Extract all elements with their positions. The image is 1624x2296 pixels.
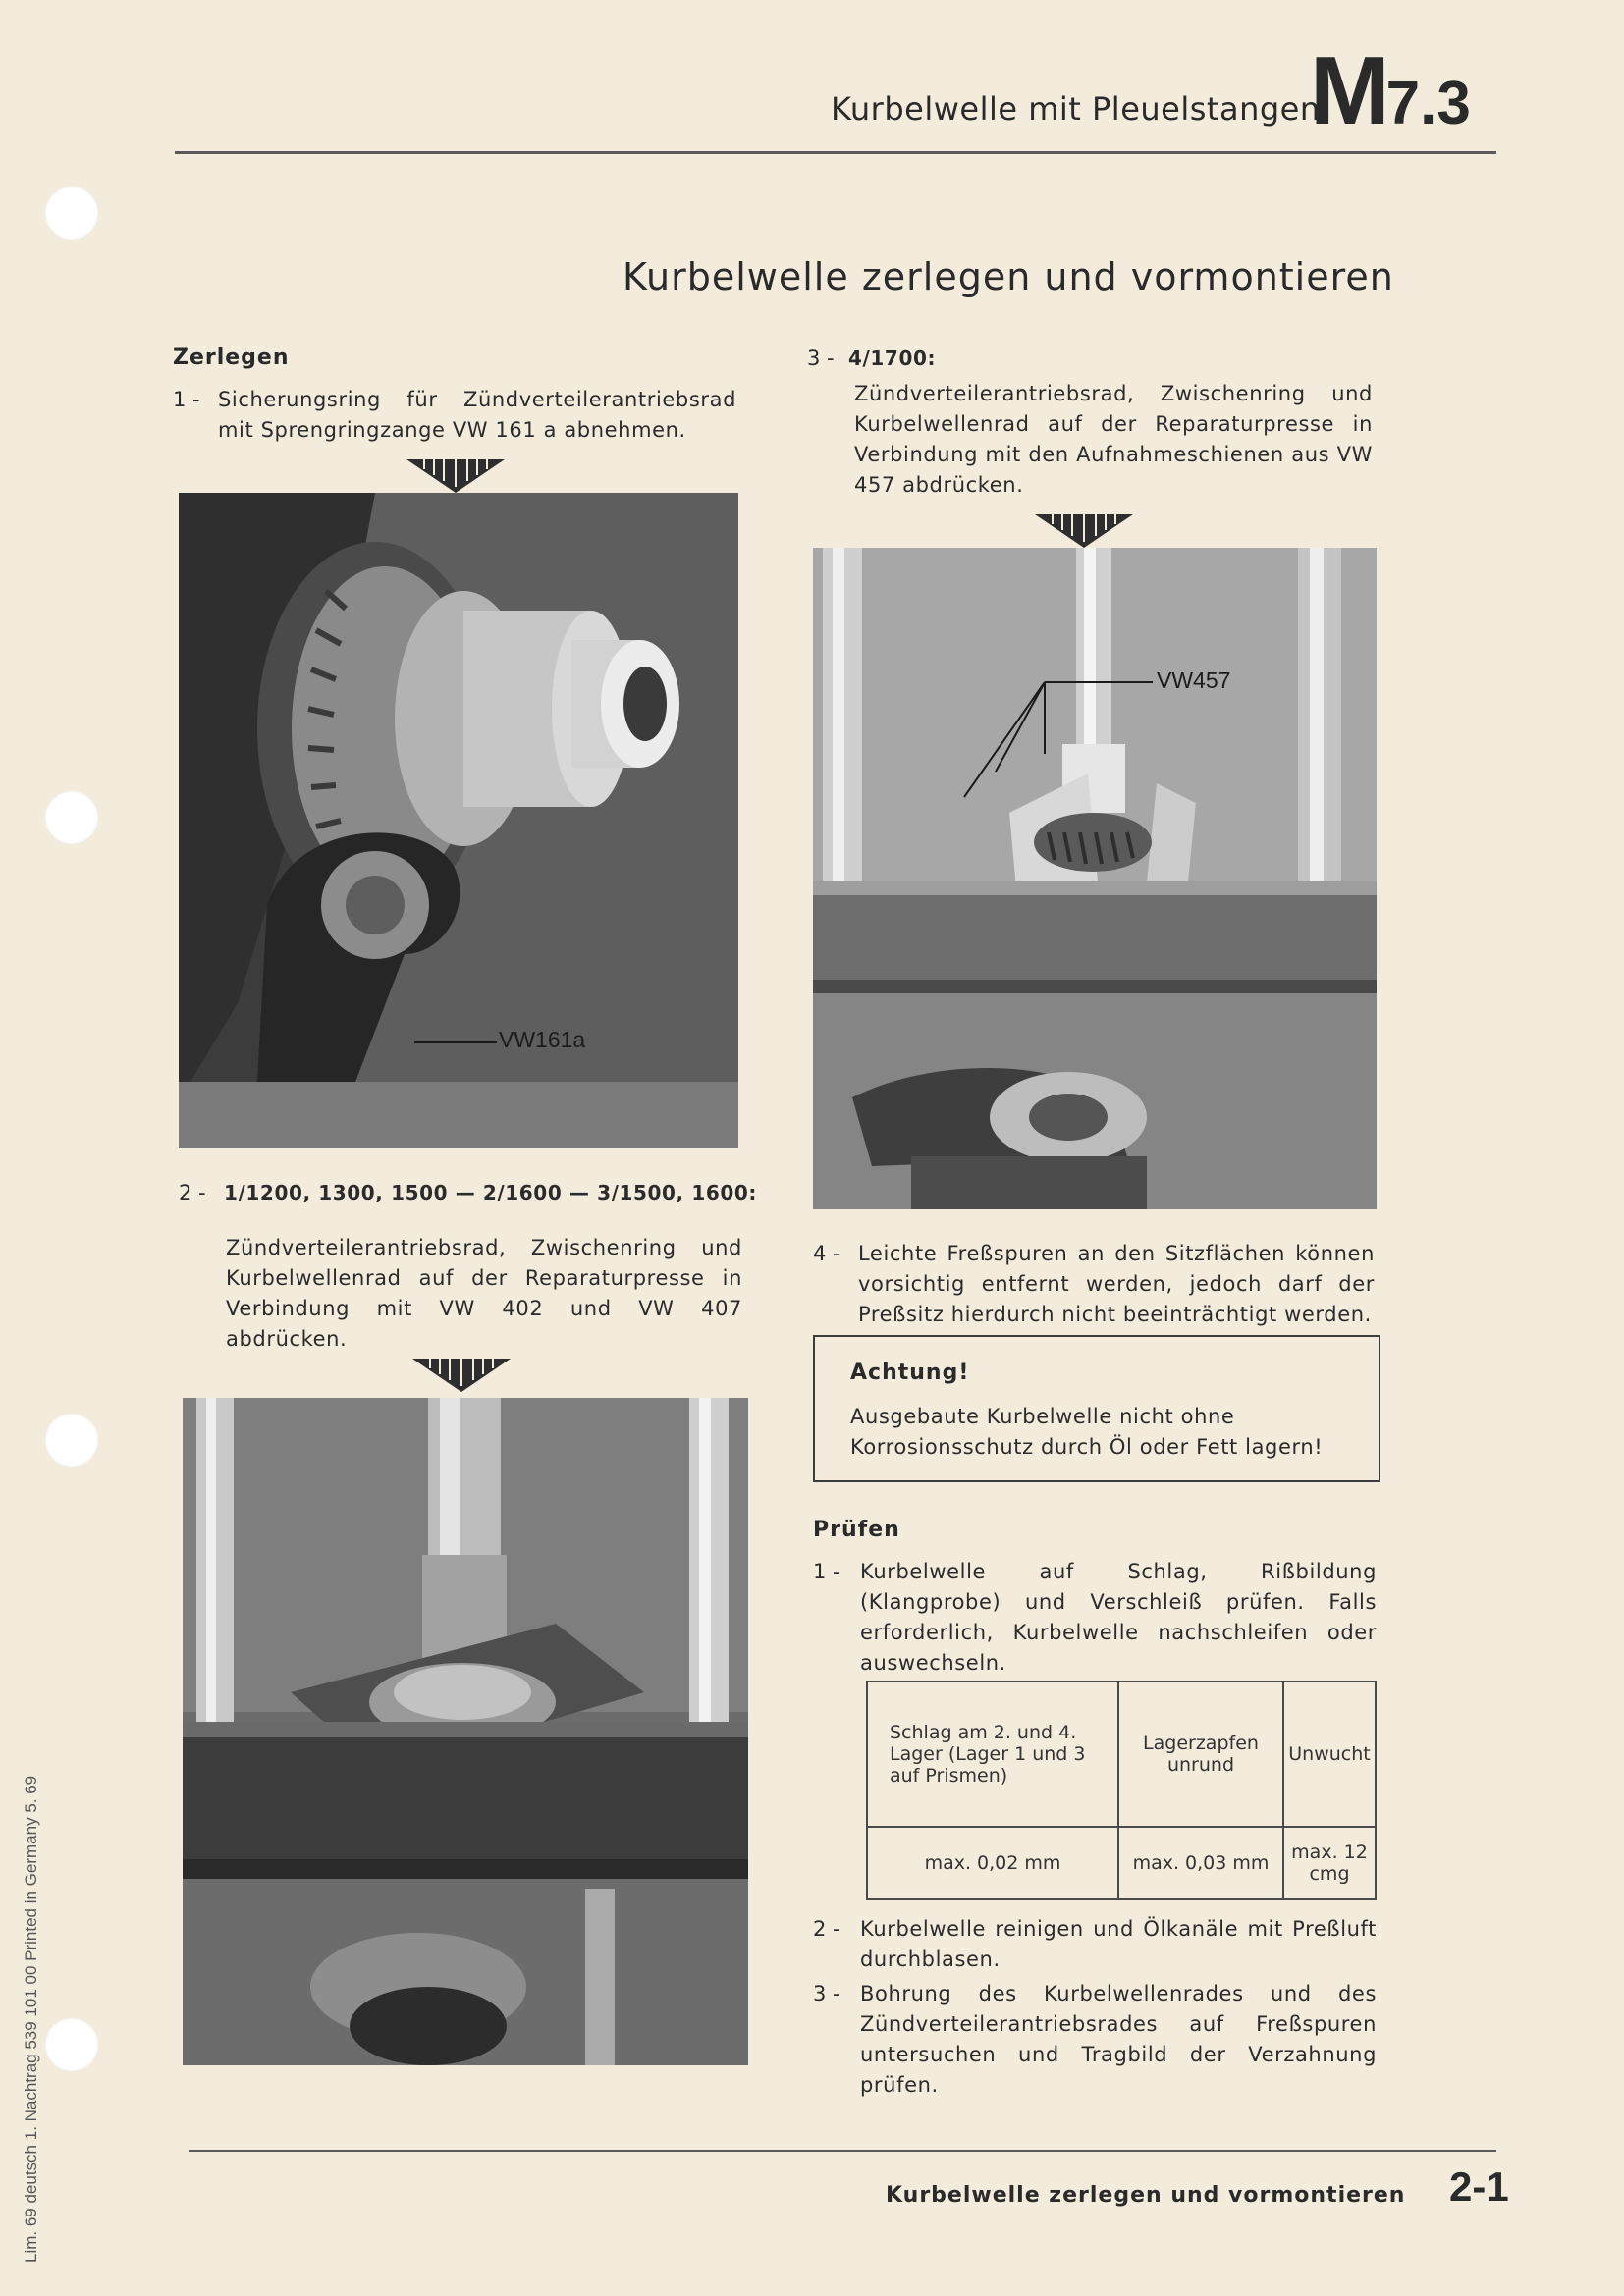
inspection-step1-text: Kurbelwelle auf Schlag, Rißbildung (Klangprobe) und Verschleiß prüfen. Falls erforderlich, Kurbelwelle nachschleifen oder auswechseln.	[860, 1560, 1377, 1675]
photo1-label: VW161a	[499, 1027, 586, 1052]
footer-title: Kurbelwelle zerlegen und vormontieren	[886, 2183, 1406, 2208]
page-number: 2-1	[1449, 2163, 1509, 2210]
warning-text: Ausgebaute Kurbelwelle nicht ohne Korrosionsschutz durch Öl oder Fett lagern!	[850, 1405, 1324, 1459]
header-rule	[175, 151, 1496, 154]
print-side-note: Lim. 69 deutsch 1. Nachtrag 539 101 00 Printed in Germany 5. 69	[22, 1775, 40, 2263]
photo-press-vw457	[813, 548, 1377, 1209]
value-ovality: max. 0,03 mm	[1118, 1827, 1283, 1899]
step4-text: Leichte Freßspuren an den Sitzflächen können vorsichtig entfernt werden, jedoch darf der Preßsitz hierdurch nicht beeinträchtigt werden.	[858, 1242, 1375, 1326]
inspection-step2-number: 2 -	[813, 1917, 840, 1941]
photo3-leader-lines	[813, 548, 1377, 1209]
punch-hole-upper-middle	[45, 791, 98, 844]
table-header-imbalance	[1283, 1682, 1376, 1827]
table-header-ovality	[1118, 1682, 1283, 1827]
inspection-step3-number: 3 -	[813, 1982, 840, 2005]
step3-text: Zündverteilerantriebsrad, Zwischenring und Kurbelwellenrad auf der Reparaturpresse in Verbindung mit den Aufnahmeschienen aus VW 457 abdrücken.	[854, 382, 1373, 497]
punch-hole-lower-middle	[45, 1414, 98, 1467]
inspection-heading: Prüfen	[813, 1518, 900, 1542]
photo-circlip-removal	[179, 493, 738, 1148]
punch-hole-top	[45, 187, 98, 240]
step1-text: Sicherungsring für Zündverteilerantriebsrad mit Sprengringzange VW 161 a abnehmen.	[218, 388, 736, 442]
disassembly-heading: Zerlegen	[173, 346, 290, 370]
header-imbalance-label: Unwucht	[1288, 1743, 1371, 1765]
inspection-step1-number: 1 -	[813, 1560, 840, 1583]
chapter-code-number: 7.3	[1385, 70, 1471, 137]
step2-heading: 1/1200, 1300, 1500 — 2/1600 — 3/1500, 1600:	[224, 1181, 757, 1204]
step3-number: 3 -	[807, 347, 835, 370]
value-imbalance: max. 12 cmg	[1283, 1827, 1376, 1899]
table-value-row	[867, 1827, 1376, 1899]
value-runout: max. 0,02 mm	[867, 1827, 1118, 1899]
down-arrow-icon	[405, 455, 507, 495]
photo1-leader-line	[414, 1041, 497, 1043]
photo3-label: VW457	[1157, 667, 1231, 693]
table-header-runout	[867, 1682, 1118, 1827]
photo-press-vw402-vw407	[183, 1398, 748, 2065]
header-runout-label: Schlag am 2. und 4. Lager (Lager 1 und 3 auf Prismen)	[890, 1722, 1086, 1787]
down-arrow-icon	[410, 1355, 513, 1394]
punch-hole-bottom	[45, 2018, 98, 2071]
inspection-step2-text: Kurbelwelle reinigen und Ölkanäle mit Preßluft durchblasen.	[860, 1917, 1377, 1971]
warning-box	[813, 1335, 1380, 1482]
step3-heading: 4/1700:	[848, 347, 937, 370]
down-arrow-icon	[1033, 510, 1135, 550]
chapter-title: Kurbelwelle mit Pleuelstangen	[831, 90, 1321, 128]
tolerance-table	[866, 1681, 1377, 1900]
chapter-code	[1310, 35, 1471, 146]
chapter-code-letter: M	[1310, 36, 1386, 144]
step2-number: 2 -	[179, 1181, 206, 1204]
warning-title: Achtung!	[850, 1361, 970, 1385]
section-title: Kurbelwelle zerlegen und vormontieren	[623, 255, 1394, 298]
footer-rule	[189, 2150, 1496, 2152]
step2-text: Zündverteilerantriebsrad, Zwischenring und Kurbelwellenrad auf der Reparaturpresse in Verbindung mit VW 402 und VW 407 abdrücken.	[226, 1236, 742, 1351]
step4-number: 4 -	[813, 1242, 840, 1265]
inspection-step3-text: Bohrung des Kurbelwellenrades und des Zündverteilerantriebsrades auf Freßspuren untersuchen und Tragbild der Verzahnung prüfen.	[860, 1982, 1377, 2097]
header-ovality-label: Lagerzapfen unrund	[1143, 1733, 1259, 1776]
table-header-row	[867, 1682, 1376, 1827]
step1-number: 1 -	[173, 388, 200, 411]
